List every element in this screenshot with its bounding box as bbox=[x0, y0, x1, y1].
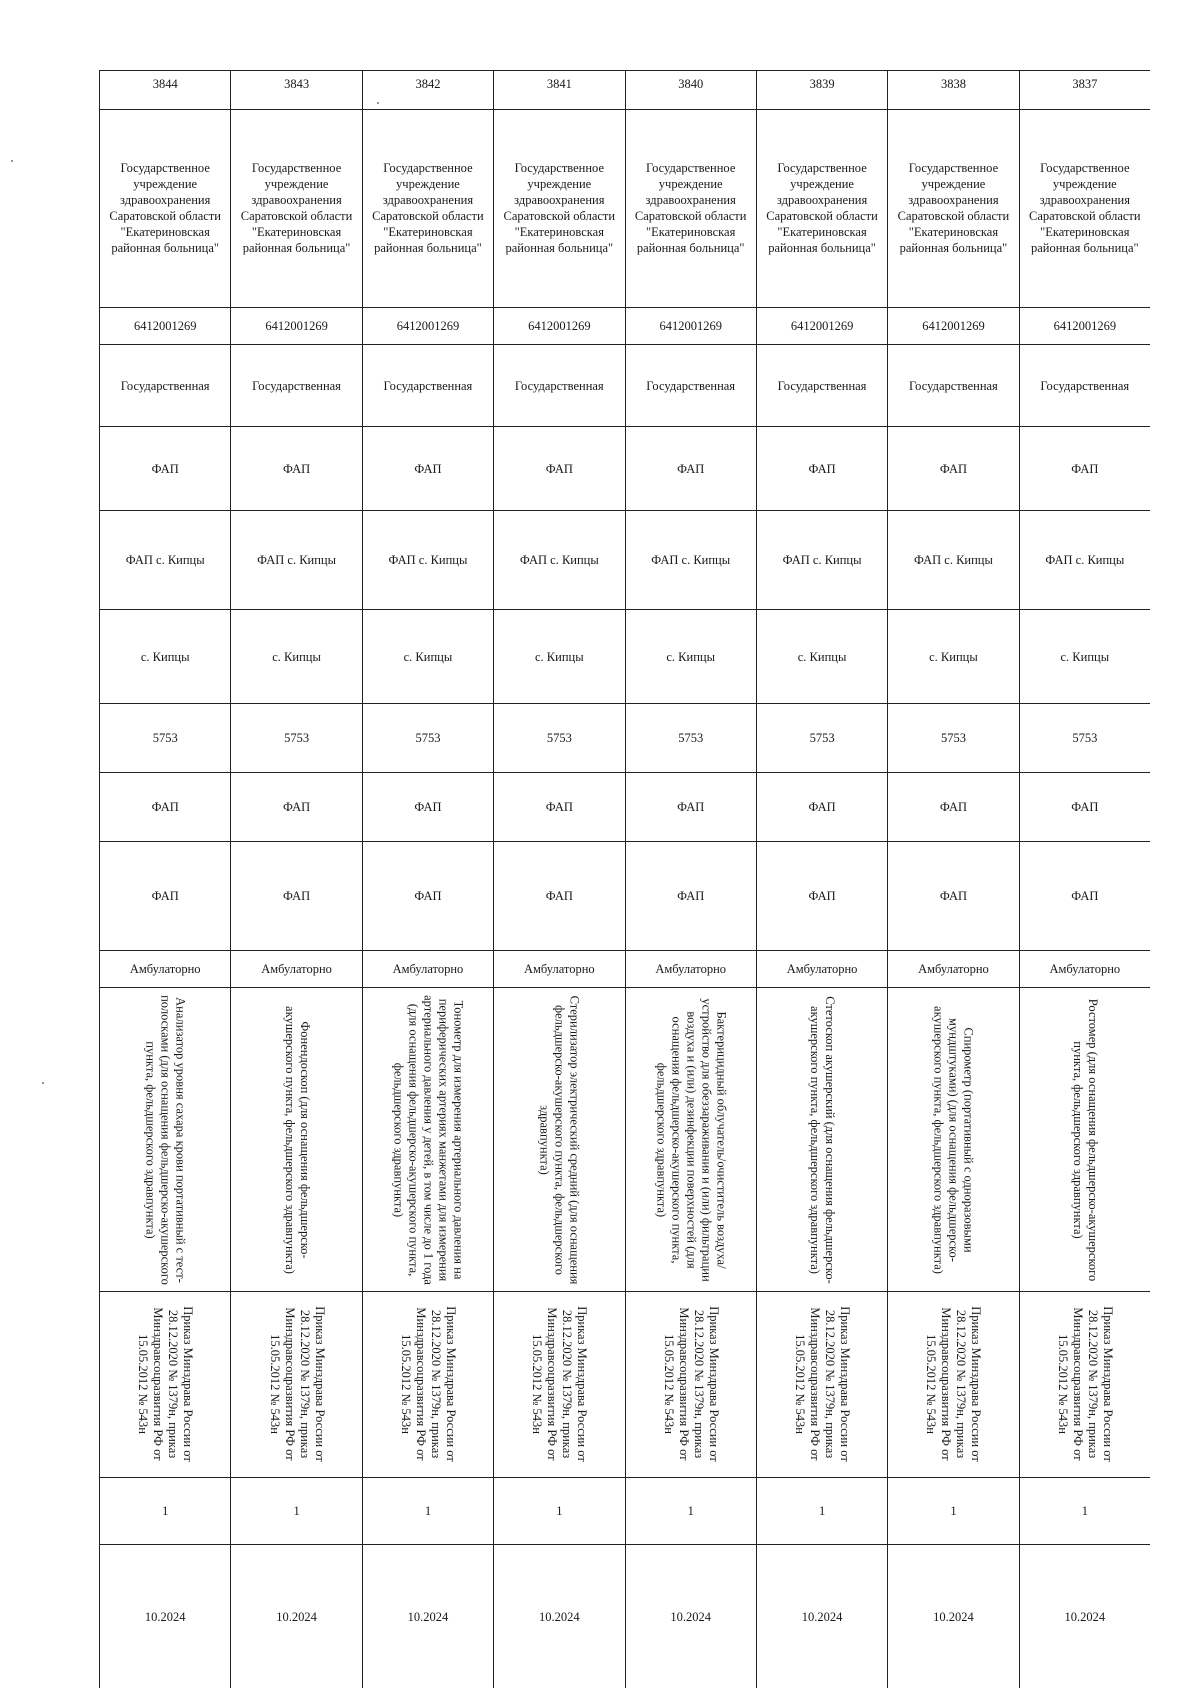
quantity: 1 bbox=[231, 1478, 361, 1546]
locality: с. Кипцы bbox=[757, 610, 887, 705]
regulatory-basis: Приказ Минздрава России от 28.12.2020 № 1379н, приказ Минздравсоцразвития РФ от 15.05.2012 № 543н bbox=[793, 1306, 853, 1463]
ownership-form: Государственная bbox=[363, 345, 493, 427]
population: 5753 bbox=[888, 704, 1018, 773]
population: 5753 bbox=[100, 704, 230, 773]
regulatory-basis: Приказ Минздрава России от 28.12.2020 № 1379н, приказ Минздравсоцразвития РФ от 15.05.2012 № 543н bbox=[924, 1306, 984, 1463]
quantity: 1 bbox=[363, 1478, 493, 1546]
facility-category: ФАП bbox=[1020, 773, 1150, 842]
facility-subcategory: ФАП bbox=[231, 842, 361, 951]
facility-name: ФАП с. Кипцы bbox=[100, 511, 230, 609]
population: 5753 bbox=[626, 704, 756, 773]
facility-type: ФАП bbox=[757, 427, 887, 511]
population: 5753 bbox=[231, 704, 361, 773]
organization-name: Государственное учреждение здравоохранения Саратовской области "Екатериновская районная больница" bbox=[100, 110, 230, 308]
equipment-cell bbox=[231, 988, 361, 1292]
quantity: 1 bbox=[494, 1478, 624, 1546]
organization-name: Государственное учреждение здравоохранения Саратовской области "Екатериновская районная больница" bbox=[363, 110, 493, 308]
quantity: 1 bbox=[626, 1478, 756, 1546]
basis-cell bbox=[231, 1292, 361, 1477]
facility-type: ФАП bbox=[888, 427, 1018, 511]
equipment-cell bbox=[888, 988, 1018, 1292]
quantity: 1 bbox=[1020, 1478, 1150, 1546]
equipment-name: Бактерицидный облучатель/очиститель воздуха/устройство для обеззараживания и (или) фильтрации воздуха и (или) дезинфекции поверхностей (для оснащения фельдшерско-акушерского пункта, фельдшерского здравпункта) bbox=[654, 998, 729, 1282]
delivery-date: 10.2024 bbox=[1064, 1609, 1106, 1624]
equipment-cell bbox=[626, 988, 756, 1292]
equipment-cell bbox=[494, 988, 624, 1292]
organization-name: Государственное учреждение здравоохранения Саратовской области "Екатериновская районная больница" bbox=[757, 110, 887, 308]
equipment-name: Спирометр (портативный с одноразовыми мундштуками) (для оснащения фельдшерско-акушерского пункта, фельдшерского здравпункта) bbox=[931, 1005, 976, 1274]
table-column bbox=[231, 71, 362, 1688]
inn-value: 6412001269 bbox=[231, 308, 361, 346]
locality: с. Кипцы bbox=[494, 610, 624, 705]
ownership-form: Государственная bbox=[494, 345, 624, 427]
record-number: 3842 bbox=[363, 71, 493, 110]
equipment-table bbox=[99, 70, 1150, 1688]
facility-category: ФАП bbox=[231, 773, 361, 842]
delivery-date: 10.2024 bbox=[276, 1609, 317, 1624]
facility-category: ФАП bbox=[100, 773, 230, 842]
locality: с. Кипцы bbox=[231, 610, 361, 705]
delivery-date: 10.2024 bbox=[933, 1609, 974, 1624]
basis-cell bbox=[626, 1292, 756, 1477]
facility-type: ФАП bbox=[100, 427, 230, 511]
basis-cell bbox=[363, 1292, 493, 1477]
facility-type: ФАП bbox=[494, 427, 624, 511]
organization-name: Государственное учреждение здравоохранения Саратовской области "Екатериновская районная больница" bbox=[1020, 110, 1150, 308]
quantity: 1 bbox=[100, 1478, 230, 1546]
equipment-name: Стетоскоп акушерский (для оснащения фельдшерско-акушерского пункта, фельдшерского здравпункта) bbox=[808, 996, 838, 1284]
inn-value: 6412001269 bbox=[626, 308, 756, 346]
facility-name: ФАП с. Кипцы bbox=[231, 511, 361, 609]
record-number: 3843 bbox=[231, 71, 361, 110]
inn-value: 6412001269 bbox=[100, 308, 230, 346]
equipment-name: Тонометр для измерения артериального давления на периферических артериях манжетами для измерения артериального давления у детей, в том числе до 1 года (для оснащения фельдшерско-акушерского пункта, фельдшерского здравпункта) bbox=[391, 994, 466, 1285]
regulatory-basis: Приказ Минздрава России от 28.12.2020 № 1379н, приказ Минздравсоцразвития РФ от 15.05.2012 № 543н bbox=[1055, 1306, 1115, 1463]
care-form: Амбулаторно bbox=[100, 951, 230, 989]
equipment-cell bbox=[100, 988, 230, 1292]
scan-speck bbox=[11, 160, 13, 162]
record-number: 3841 bbox=[494, 71, 624, 110]
equipment-name: Анализатор уровня сахара крови портативный с тест-полосками (для оснащения фельдшерско-акушерского пункта, фельдшерского здравпункта) bbox=[143, 994, 188, 1285]
table-column bbox=[363, 71, 494, 1688]
ownership-form: Государственная bbox=[626, 345, 756, 427]
table-column bbox=[626, 71, 757, 1688]
care-form: Амбулаторно bbox=[494, 951, 624, 989]
population: 5753 bbox=[494, 704, 624, 773]
table-column bbox=[888, 71, 1019, 1688]
facility-type: ФАП bbox=[1020, 427, 1150, 511]
locality: с. Кипцы bbox=[363, 610, 493, 705]
delivery-date: 10.2024 bbox=[670, 1609, 711, 1624]
delivery-date: 10.2024 bbox=[801, 1609, 843, 1624]
basis-cell bbox=[888, 1292, 1018, 1477]
locality: с. Кипцы bbox=[1020, 610, 1150, 705]
locality: с. Кипцы bbox=[626, 610, 756, 705]
care-form: Амбулаторно bbox=[231, 951, 361, 989]
scan-speck bbox=[42, 1082, 44, 1084]
population: 5753 bbox=[363, 704, 493, 773]
regulatory-basis: Приказ Минздрава России от 28.12.2020 № 1379н, приказ Минздравсоцразвития РФ от 15.05.2012 № 543н bbox=[136, 1306, 196, 1463]
inn-value: 6412001269 bbox=[1020, 308, 1150, 346]
care-form: Амбулаторно bbox=[888, 951, 1018, 989]
population: 5753 bbox=[1020, 704, 1150, 773]
facility-subcategory: ФАП bbox=[100, 842, 230, 951]
facility-subcategory: ФАП bbox=[757, 842, 887, 951]
regulatory-basis: Приказ Минздрава России от 28.12.2020 № 1379н, приказ Минздравсоцразвития РФ от 15.05.2012 № 543н bbox=[267, 1306, 327, 1463]
facility-name: ФАП с. Кипцы bbox=[1020, 511, 1150, 609]
ownership-form: Государственная bbox=[888, 345, 1018, 427]
facility-subcategory: ФАП bbox=[888, 842, 1018, 951]
care-form: Амбулаторно bbox=[1020, 951, 1150, 989]
equipment-cell bbox=[363, 988, 493, 1292]
basis-cell bbox=[1020, 1292, 1150, 1477]
equipment-name: Стерилизатор электрический средний (для оснащения фельдшерско-акушерского пункта, фельдшерского здравпункта) bbox=[537, 995, 582, 1285]
facility-type: ФАП bbox=[363, 427, 493, 511]
record-number: 3844 bbox=[100, 71, 230, 110]
quantity: 1 bbox=[888, 1478, 1018, 1546]
inn-value: 6412001269 bbox=[363, 308, 493, 346]
equipment-name: Фонендоскоп (для оснащения фельдшерско-акушерского пункта, фельдшерского здравпункта) bbox=[282, 1005, 312, 1274]
basis-cell bbox=[757, 1292, 887, 1477]
delivery-date: 10.2024 bbox=[407, 1609, 449, 1624]
facility-subcategory: ФАП bbox=[494, 842, 624, 951]
facility-name: ФАП с. Кипцы bbox=[626, 511, 756, 609]
basis-cell bbox=[494, 1292, 624, 1477]
facility-type: ФАП bbox=[626, 427, 756, 511]
facility-type: ФАП bbox=[231, 427, 361, 511]
ownership-form: Государственная bbox=[1020, 345, 1150, 427]
basis-cell bbox=[100, 1292, 230, 1477]
equipment-name: Ростомер (для оснащения фельдшерско-акушерского пункта, фельдшерского здравпункта) bbox=[1070, 998, 1100, 1282]
facility-category: ФАП bbox=[494, 773, 624, 842]
facility-subcategory: ФАП bbox=[1020, 842, 1150, 951]
care-form: Амбулаторно bbox=[757, 951, 887, 989]
quantity: 1 bbox=[757, 1478, 887, 1546]
organization-name: Государственное учреждение здравоохранения Саратовской области "Екатериновская районная больница" bbox=[888, 110, 1018, 308]
facility-subcategory: ФАП bbox=[626, 842, 756, 951]
table-column bbox=[1020, 71, 1150, 1688]
regulatory-basis: Приказ Минздрава России от 28.12.2020 № 1379н, приказ Минздравсоцразвития РФ от 15.05.2012 № 543н bbox=[398, 1306, 458, 1463]
facility-name: ФАП с. Кипцы bbox=[494, 511, 624, 609]
facility-category: ФАП bbox=[888, 773, 1018, 842]
facility-name: ФАП с. Кипцы bbox=[888, 511, 1018, 609]
population: 5753 bbox=[757, 704, 887, 773]
facility-subcategory: ФАП bbox=[363, 842, 493, 951]
table-column bbox=[757, 71, 888, 1688]
inn-value: 6412001269 bbox=[888, 308, 1018, 346]
care-form: Амбулаторно bbox=[626, 951, 756, 989]
locality: с. Кипцы bbox=[888, 610, 1018, 705]
organization-name: Государственное учреждение здравоохранения Саратовской области "Екатериновская районная больница" bbox=[494, 110, 624, 308]
ownership-form: Государственная bbox=[231, 345, 361, 427]
inn-value: 6412001269 bbox=[757, 308, 887, 346]
facility-name: ФАП с. Кипцы bbox=[757, 511, 887, 609]
organization-name: Государственное учреждение здравоохранения Саратовской области "Екатериновская районная больница" bbox=[626, 110, 756, 308]
delivery-date: 10.2024 bbox=[144, 1609, 186, 1624]
regulatory-basis: Приказ Минздрава России от 28.12.2020 № 1379н, приказ Минздравсоцразвития РФ от 15.05.2012 № 543н bbox=[530, 1306, 590, 1463]
equipment-cell bbox=[1020, 988, 1150, 1292]
regulatory-basis: Приказ Минздрава России от 28.12.2020 № 1379н, приказ Минздравсоцразвития РФ от 15.05.2012 № 543н bbox=[661, 1306, 721, 1463]
table-column bbox=[100, 71, 231, 1688]
inn-value: 6412001269 bbox=[494, 308, 624, 346]
organization-name: Государственное учреждение здравоохранения Саратовской области "Екатериновская районная больница" bbox=[231, 110, 361, 308]
delivery-date: 10.2024 bbox=[539, 1609, 580, 1624]
record-number: 3840 bbox=[626, 71, 756, 110]
facility-category: ФАП bbox=[363, 773, 493, 842]
record-number: 3839 bbox=[757, 71, 887, 110]
record-number: 3838 bbox=[888, 71, 1018, 110]
ownership-form: Государственная bbox=[100, 345, 230, 427]
facility-category: ФАП bbox=[626, 773, 756, 842]
ownership-form: Государственная bbox=[757, 345, 887, 427]
record-number: 3837 bbox=[1020, 71, 1150, 110]
care-form: Амбулаторно bbox=[363, 951, 493, 989]
facility-category: ФАП bbox=[757, 773, 887, 842]
locality: с. Кипцы bbox=[100, 610, 230, 705]
equipment-cell bbox=[757, 988, 887, 1292]
facility-name: ФАП с. Кипцы bbox=[363, 511, 493, 609]
table-column bbox=[494, 71, 625, 1688]
